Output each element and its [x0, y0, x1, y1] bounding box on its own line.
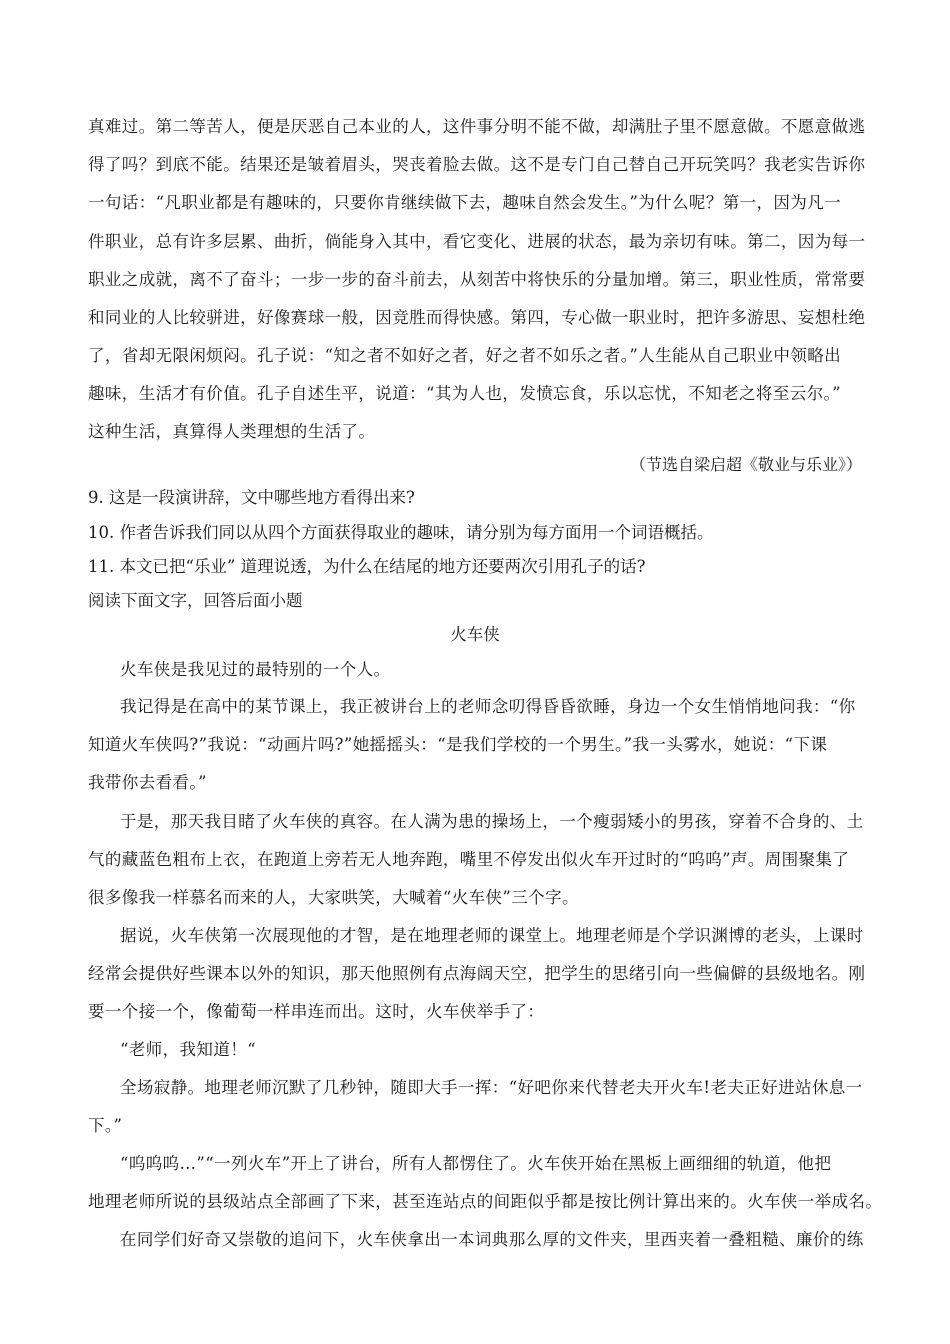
story-line: 要一个接一个，像葡萄一样串连而出。这时，火车侠举手了： [88, 1002, 545, 1021]
story-line: 我记得是在高中的某节课上，我正被讲台上的老师念叨得昏昏欲睡，身边一个女生悄悄地问我：“你 [120, 697, 856, 716]
reading-instruction: 阅读下面文字，回答后面小题 [88, 591, 303, 610]
story-line: 很多像我一样慕名而来的人，大家哄笑，大喊着“火车侠”三个字。 [88, 888, 579, 907]
essay-line: 了，省却无限闲烦闷。孔子说：“知之者不如好之者，好之者不如乐之者。”人生能从自己职业中领略出 [88, 346, 842, 365]
story-line: 经常会提供好些课本以外的知识，那天他照例有点海阔天空，把学生的思绪引向一些偏僻的县级地名。刚 [88, 964, 866, 983]
story-line: 于是，那天我目睹了火车侠的真容。在人满为患的操场上，一个瘦弱矮小的男孩，穿着不合身的、土 [120, 812, 864, 831]
story-line: 据说，火车侠第一次展现他的才智，是在地理老师的课堂上。地理老师是个学识渊博的老头，上课时 [120, 926, 864, 945]
question-10: 10. 作者告诉我们同以从四个方面获得取业的趣味，请分别为每方面用一个词语概括。 [88, 523, 714, 542]
story-line: “呜呜呜…”“一列火车”开上了讲台，所有人都愣住了。火车侠开始在黑板上画细细的轨道，他把 [120, 1154, 832, 1173]
essay-line: 得了吗？到底不能。结果还是皱着眉头，哭丧着脸去做。这不是专门自己替自己开玩笑吗？我老实告诉你 [88, 155, 866, 174]
story-line: 知道火车侠吗?”我说：“动画片吗?”她摇摇头：“是我们学校的一个男生。”我一头雾水，她说：“下课 [88, 735, 828, 754]
story-line: 全场寂静。地理老师沉默了几秒钟，随即大手一挥：“好吧你来代替老夫开火车!老夫正好进站休息一 [120, 1078, 863, 1097]
story-line: 气的藏蓝色粗布上衣，在跑道上旁若无人地奔跑，嘴里不停发出似火车开过时的“呜呜”声。周围聚集了 [88, 850, 850, 869]
question-11: 11. 本文已把“乐业” 道理说透，为什么在结尾的地方还要两次引用孔子的话? [88, 557, 646, 576]
essay-line: 件职业，总有许多层累、曲折，倘能身入其中，看它变化、进展的状态，最为亲切有味。第二，因为每一 [88, 232, 866, 251]
essay-line: 职业之成就，离不了奋斗；一步一步的奋斗前去，从刻苦中将快乐的分量加增。第三，职业性质，常常要 [88, 270, 866, 289]
essay-line: 和同业的人比较骈进，好像赛球一般，因竞胜而得快感。第四，专心做一职业时，把许多游思、妄想杜绝 [88, 308, 866, 327]
story-line: 我带你去看看。” [88, 773, 207, 792]
story-line: 在同学们好奇又崇敬的追问下，火车侠拿出一本词典那么厚的文件夹，里西夹着一叠粗糙、廉价的练 [120, 1230, 864, 1249]
question-9: 9. 这是一段演讲辞，文中哪些地方看得出来? [88, 488, 415, 507]
essay-line: 一句话：“凡职业都是有趣味的，只要你肯继续做下去，趣味自然会发生。”为什么呢？第一，因为凡一 [88, 193, 842, 212]
story-line: 地理老师所说的县级站点全部画了下来，甚至连站点的间距似乎都是按比例计算出来的。火车侠一举成名。 [88, 1192, 883, 1211]
story-line: 下。” [88, 1116, 123, 1135]
story-line: “老师，我知道！“ [120, 1040, 256, 1059]
essay-line: 这种生活，真算得人类理想的生活了。 [88, 422, 376, 441]
story-line: 火车侠是我见过的最特别的一个人。 [120, 660, 391, 679]
essay-source: （节选自梁启超《敬业与乐业》） [629, 455, 862, 474]
essay-line: 真难过。第二等苦人，便是厌恶自己本业的人，这件事分明不能不做，却满肚子里不愿意做。不愿意做逃 [88, 117, 866, 136]
story-title: 火车侠 [450, 625, 500, 644]
essay-line: 趣味，生活才有价值。孔子自述生平，说道：“其为人也，发愤忘食，乐以忘忧，不知老之将至云尔。” [88, 384, 842, 403]
